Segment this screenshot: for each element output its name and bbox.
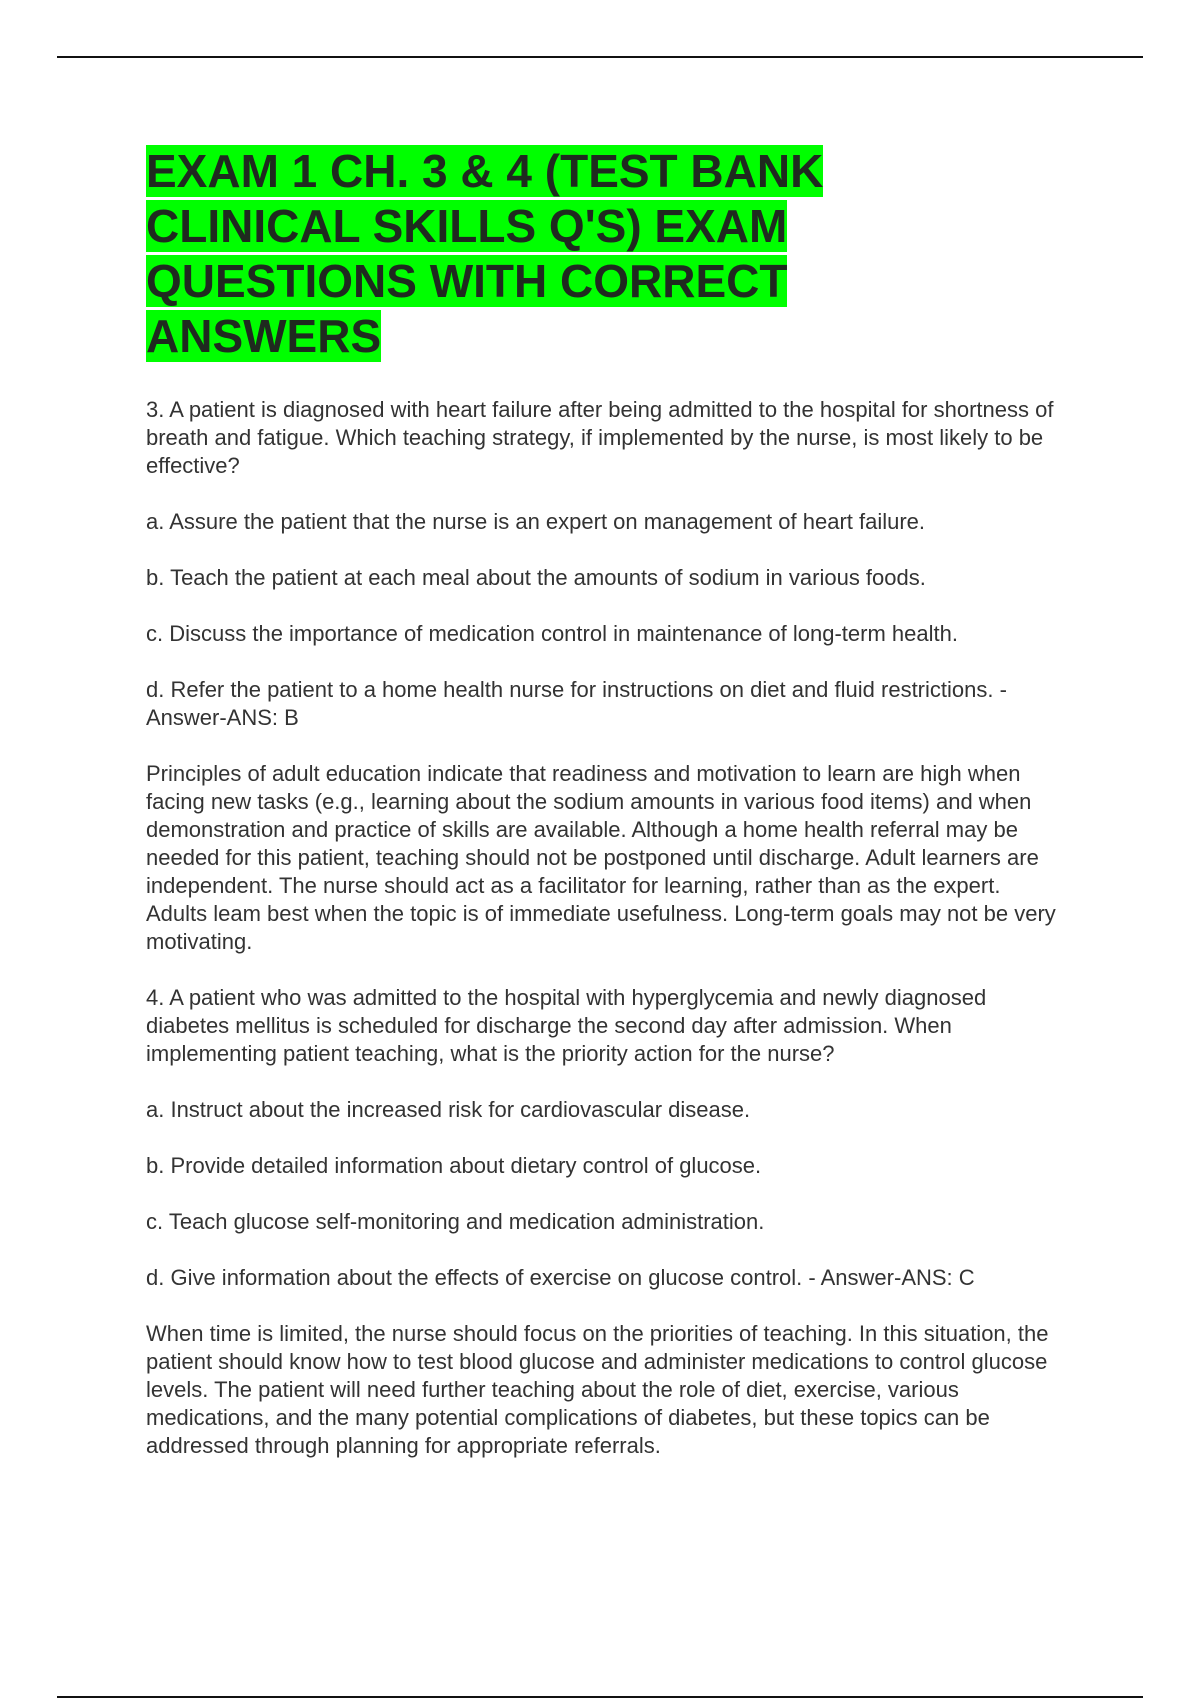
document-title bbox=[146, 144, 866, 364]
question-4-rationale: When time is limited, the nurse should focus on the priorities of teaching. In this situation, the patient should know how to test blood glucose and administer medications to control glucose levels. The patient will need further teaching about the role of diet, exercise, various medications, and the many potential complications of diabetes, but these topics can be addressed through planning for appropriate referrals. bbox=[146, 1321, 1049, 1458]
document-title-text: EXAM 1 CH. 3 & 4 (TEST BANK CLINICAL SKILLS Q'S) EXAM QUESTIONS WITH CORRECT ANSWERS bbox=[146, 145, 824, 362]
question-3-option-a: a. Assure the patient that the nurse is an expert on management of heart failure. bbox=[146, 509, 926, 534]
question-3-rationale: Principles of adult education indicate that readiness and motivation to learn are high when facing new tasks (e.g., learning about the sodium amounts in various food items) and when demonstration and practice of skills are available. Although a home health referral may be needed for this patient, teaching should not be postponed until discharge. Adult learners are independent. The nurse should act as a facilitator for learning, rather than as the expert. Adults leam best when the topic is of immediate usefulness. Long-term goals may not be very motivating. bbox=[146, 761, 1056, 954]
question-4-option-c: c. Teach glucose self-monitoring and medication administration. bbox=[146, 1209, 765, 1234]
bottom-rule bbox=[57, 1696, 1143, 1698]
question-3-option-c: c. Discuss the importance of medication control in maintenance of long-term health. bbox=[146, 621, 958, 646]
question-4-option-d-answer: d. Give information about the effects of exercise on glucose control. - Answer-ANS: C bbox=[146, 1265, 975, 1290]
document-body bbox=[146, 144, 1066, 1488]
question-4-option-b: b. Provide detailed information about dietary control of glucose. bbox=[146, 1153, 762, 1178]
question-3-stem: 3. A patient is diagnosed with heart failure after being admitted to the hospital for shortness of breath and fatigue. Which teaching strategy, if implemented by the nurse, is most likely to be effective? bbox=[146, 397, 1054, 478]
question-3-option-b: b. Teach the patient at each meal about the amounts of sodium in various foods. bbox=[146, 565, 926, 590]
question-3-option-d-answer: d. Refer the patient to a home health nurse for instructions on diet and fluid restrictions. - Answer-ANS: B bbox=[146, 677, 1007, 730]
top-rule bbox=[57, 56, 1143, 58]
question-4-option-a: a. Instruct about the increased risk for cardiovascular disease. bbox=[146, 1097, 751, 1122]
question-4-stem: 4. A patient who was admitted to the hospital with hyperglycemia and newly diagnosed diabetes mellitus is scheduled for discharge the second day after admission. When implementing patient teaching, what is the priority action for the nurse? bbox=[146, 985, 987, 1066]
